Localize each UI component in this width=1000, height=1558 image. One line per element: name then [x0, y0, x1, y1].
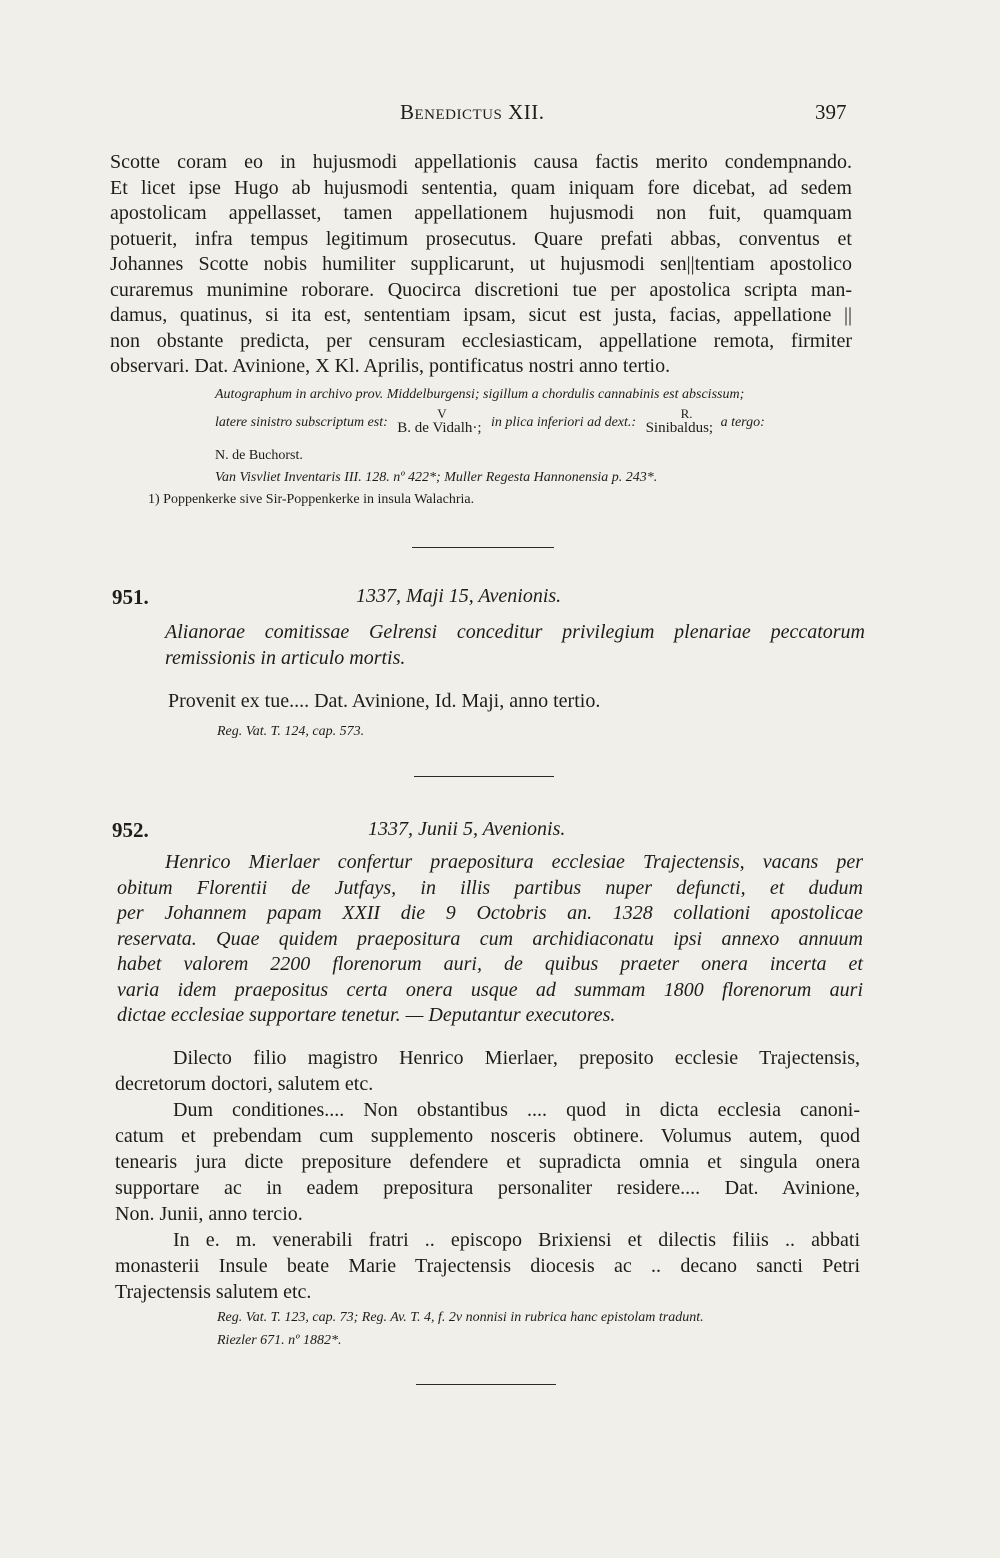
summary-line: remissionis in articulo mortis. — [165, 646, 406, 669]
doc-number: 952. — [112, 818, 149, 842]
text-line: tenearis jura dicte prepositure defendere et supradicta omnia et singula onera — [115, 1151, 860, 1173]
note-part: a tergo: — [720, 415, 765, 430]
summary-line: obitum Florentii de Jutfays, in illis partibus nuper defuncti, et dudum — [117, 876, 863, 899]
summary-line: varia idem praepositus certa onera usque ad summam 1800 florenorum auri — [117, 978, 863, 1001]
text-line: Et licet ipse Hugo ab hujusmodi sententia, quam iniquam fore dicebat, ad sedem — [110, 176, 852, 199]
archive-note-line4: Van Visvliet Inventaris III. 128. nº 422*; Muller Regesta Hannonensia p. 243*. — [215, 470, 658, 485]
doc952-source-line2: Riezler 671. nº 1882*. — [217, 1333, 342, 1348]
text-line: Johannes Scotte nobis humiliter supplicarunt, ut hujusmodi sen||tentiam apostolico — [110, 253, 852, 275]
summary-line: reservata. Quae quidem praepositura cum archidiaconatu ipsi annexo annuum — [117, 927, 863, 950]
running-header-title: Benedictus XII. — [400, 100, 545, 124]
text-line: decretorum doctori, salutem etc. — [115, 1073, 374, 1095]
archive-note-line3: N. de Buchorst. — [215, 448, 303, 463]
doc951-summary — [165, 620, 865, 671]
summary-line: Henrico Mierlaer confertur praepositura ecclesiae Trajectensis, vacans per — [165, 851, 863, 873]
doc951-source: Reg. Vat. T. 124, cap. 573. — [217, 724, 365, 739]
doc952-summary — [117, 850, 863, 1029]
note-part: in plica inferiori ad dext.: — [491, 415, 637, 430]
text-line: non obstante predicta, per censuram ecclesiasticam, appellatione remota, firmiter — [110, 329, 852, 352]
text-line: catum et prebendam cum supplemento nosceris obtinere. Volumus autem, quod — [115, 1125, 860, 1147]
text-line: damus, quatinus, si ita est, sententiam ipsam, sicut est justa, facias, appellatione || — [110, 304, 852, 326]
text-line: Scotte coram eo in hujusmodi appellationis causa factis merito condempnando. — [110, 151, 852, 173]
signature-mark: R. — [680, 406, 693, 421]
separator-rule — [412, 547, 554, 548]
summary-line: Alianorae comitissae Gelrensi conceditur privilegium plenariae peccatorum — [165, 621, 865, 643]
text-line: potuerit, infra tempus legitimum prosecutus. Quare prefati abbas, conventus et — [110, 227, 852, 250]
footnote: 1) Poppenkerke sive Sir-Poppenkerke in insula Walachria. — [148, 492, 475, 507]
signature-text: B. de Vidalh·; — [397, 420, 482, 436]
summary-line: dictae ecclesiae supportare tenetur. — Deputantur executores. — [117, 1004, 616, 1026]
doc952-body — [115, 1045, 860, 1305]
text-line: Dilecto filio magistro Henrico Mierlaer, preposito ecclesie Trajectensis, — [173, 1047, 860, 1069]
doc950-text — [110, 150, 852, 380]
archive-note-line2 — [215, 406, 765, 436]
summary-line: per Johannem papam XXII die 9 Octobris an. 1328 collationi apostolicae — [117, 902, 863, 924]
separator-rule — [414, 776, 554, 777]
doc951-text: Provenit ex tue.... Dat. Avinione, Id. Maji, anno tertio. — [168, 690, 601, 712]
doc952-source-line1: Reg. Vat. T. 123, cap. 73; Reg. Av. T. 4, f. 2v nonnisi in rubrica hanc epistolam tradunt. — [217, 1310, 704, 1325]
text-line: Non. Junii, anno tercio. — [115, 1203, 303, 1225]
doc-date: 1337, Maji 15, Avenionis. — [356, 585, 562, 607]
signature-text: Sinibaldus; — [645, 420, 714, 436]
text-line: supportare ac in eadem prepositura personaliter residere.... Dat. Avinione, — [115, 1177, 860, 1199]
text-line: Trajectensis salutem etc. — [115, 1281, 312, 1303]
signature-sinibaldus — [645, 406, 714, 437]
text-line: Dum conditiones.... Non obstantibus .... quod in dicta ecclesia canoni- — [173, 1099, 860, 1121]
note-part: latere sinistro subscriptum est: — [215, 415, 388, 430]
page-number: 397 — [815, 100, 847, 124]
text-line: monasterii Insule beate Marie Trajectensis diocesis ac .. decano sancti Petri — [115, 1255, 860, 1277]
text-line: curaremus munimine roborare. Quocirca discretioni tue per apostolica scripta man- — [110, 278, 852, 301]
text-line: observari. Dat. Avinione, X Kl. Aprilis, pontificatus nostri anno tertio. — [110, 355, 671, 377]
doc-number: 951. — [112, 585, 149, 609]
signature-vidalh — [397, 406, 482, 437]
signature-mark: V — [437, 406, 447, 421]
text-line: apostolicam appellasset, tamen appellationem hujusmodi non fuit, quamquam — [110, 202, 852, 224]
doc-date: 1337, Junii 5, Avenionis. — [368, 818, 566, 840]
text-line: In e. m. venerabili fratri .. episcopo Brixiensi et dilectis filiis .. abbati — [173, 1229, 860, 1251]
archive-note-line1: Autographum in archivo prov. Middelburgensi; sigillum a chordulis cannabinis est abscissum; — [215, 387, 745, 402]
separator-rule — [416, 1384, 556, 1385]
summary-line: habet valorem 2200 florenorum auri, de quibus praeter onera incerta et — [117, 953, 863, 975]
